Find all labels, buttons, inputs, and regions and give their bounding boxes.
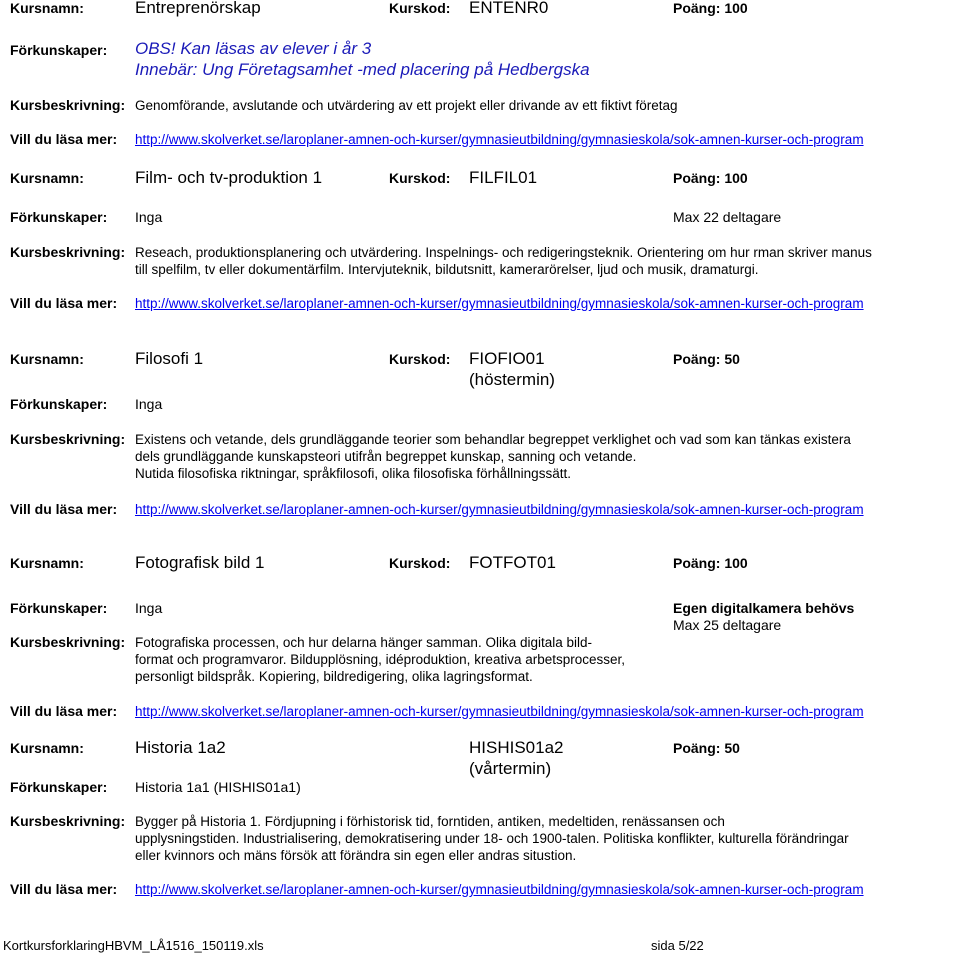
kursbeskrivning-label: Kursbeskrivning:	[10, 97, 126, 113]
footer-filename: KortkursforklaringHBVM_LÅ1516_150119.xls	[3, 938, 264, 953]
course-description	[135, 431, 851, 482]
forkunskaper-label: Förkunskaper:	[10, 779, 108, 795]
course-code: ENTENR0	[469, 0, 549, 17]
vill-du-label: Vill du läsa mer:	[10, 881, 118, 897]
kursnamn-label: Kursnamn:	[10, 555, 84, 571]
skolverket-link[interactable]: http://www.skolverket.se/laroplaner-amnen-och-kurser/gymnasieutbildning/gymnasieskola/sok-amnen-kurser-och-program	[135, 502, 864, 517]
forkunskaper-label: Förkunskaper:	[10, 209, 108, 225]
course-points: Poäng: 50	[673, 351, 740, 367]
course-name: Film- och tv-produktion 1	[135, 168, 323, 187]
skolverket-link[interactable]: http://www.skolverket.se/laroplaner-amnen-och-kurser/gymnasieutbildning/gymnasieskola/sok-amnen-kurser-och-program	[135, 132, 864, 147]
max-participants-note: Max 25 deltagare	[673, 617, 782, 633]
description-line: eller kvinnors och mäns försök att förändra sin egen eller andras situstion.	[135, 848, 577, 863]
description-line: Bygger på Historia 1. Fördjupning i förhistorisk tid, forntiden, antiken, medeltiden, renässansen och	[135, 814, 725, 829]
kursnamn-label: Kursnamn:	[10, 0, 84, 16]
course-code: HISHIS01a2	[469, 738, 564, 757]
course-code: FIOFIO01	[469, 349, 545, 368]
vill-du-label: Vill du läsa mer:	[10, 501, 118, 517]
course-code: FOTFOT01	[469, 553, 556, 572]
kursbeskrivning-label: Kursbeskrivning:	[10, 244, 126, 260]
skolverket-link[interactable]: http://www.skolverket.se/laroplaner-amnen-och-kurser/gymnasieutbildning/gymnasieskola/sok-amnen-kurser-och-program	[135, 882, 864, 897]
course-name: Historia 1a2	[135, 738, 226, 757]
description-line: Nutida filosofiska riktningar, språkfilosofi, olika filosofiska förhållningssätt.	[135, 466, 571, 481]
description-line: dels grundläggande kunskapsteori utifrån begreppet kunskap, sanning och vetande.	[135, 449, 637, 464]
kursbeskrivning-label: Kursbeskrivning:	[10, 431, 126, 447]
kursnamn-label: Kursnamn:	[10, 740, 84, 756]
description-line: upplysningstiden. Industrialisering, demokratisering under 18- och 1900-talen. Politiska konflikter, kulturella förändringar	[135, 831, 849, 846]
prereq-value: Inga	[135, 600, 163, 616]
course-points: Poäng: 100	[673, 555, 748, 571]
kurskod-label: Kurskod:	[389, 555, 451, 571]
forkunskaper-label: Förkunskaper:	[10, 42, 108, 58]
kurskod-label: Kurskod:	[389, 351, 451, 367]
forkunskaper-label: Förkunskaper:	[10, 600, 108, 616]
course-term: (höstermin)	[469, 370, 555, 389]
course-points: Poäng: 100	[673, 170, 748, 186]
skolverket-link[interactable]: http://www.skolverket.se/laroplaner-amnen-och-kurser/gymnasieutbildning/gymnasieskola/sok-amnen-kurser-och-program	[135, 296, 864, 311]
skolverket-link[interactable]: http://www.skolverket.se/laroplaner-amnen-och-kurser/gymnasieutbildning/gymnasieskola/sok-amnen-kurser-och-program	[135, 704, 864, 719]
vill-du-label: Vill du läsa mer:	[10, 295, 118, 311]
description-line: Reseach, produktionsplanering och utvärdering. Inspelnings- och redigeringsteknik. Orientering om hur rman skriver manus	[135, 245, 872, 260]
kursnamn-label: Kursnamn:	[10, 170, 84, 186]
max-participants-note: Max 22 deltagare	[673, 209, 782, 225]
course-term: (vårtermin)	[469, 759, 552, 778]
kursbeskrivning-label: Kursbeskrivning:	[10, 634, 126, 650]
course-description	[135, 244, 872, 278]
description-line: personligt bildspråk. Kopiering, bildredigering, olika lagringsformat.	[135, 669, 533, 684]
course-code: FILFIL01	[469, 168, 538, 187]
course-name: Entreprenörskap	[135, 0, 261, 17]
kursbeskrivning-label: Kursbeskrivning:	[10, 813, 126, 829]
course-name: Filosofi 1	[135, 349, 204, 368]
description-line: format och programvaror. Bildupplösning, idéproduktion, kreativa arbetsprocesser,	[135, 652, 626, 667]
course-points: Poäng: 100	[673, 0, 748, 16]
course-description	[135, 634, 625, 685]
course-description	[135, 97, 678, 114]
description-line: Fotografiska processen, och hur delarna hänger samman. Olika digitala bild-	[135, 635, 592, 650]
description-line: till spelfilm, tv eller dokumentärfilm. Intervjuteknik, bildutsnitt, kamerarörelser, ljud och musik, dramaturgi.	[135, 262, 759, 277]
prereq-note-line-2: Innebär: Ung Företagsamhet -med placering på Hedbergska	[135, 60, 590, 79]
prereq-value: Inga	[135, 396, 163, 412]
camera-required-note: Egen digitalkamera behövs	[673, 600, 855, 616]
vill-du-label: Vill du läsa mer:	[10, 703, 118, 719]
course-points: Poäng: 50	[673, 740, 740, 756]
prereq-value: Inga	[135, 209, 163, 225]
kurskod-label: Kurskod:	[389, 0, 451, 16]
description-line: Existens och vetande, dels grundläggande teorier som behandlar begreppet verklighet och vad som kan tänkas existera	[135, 432, 851, 447]
kursnamn-label: Kursnamn:	[10, 351, 84, 367]
kurskod-label: Kurskod:	[389, 170, 451, 186]
course-name: Fotografisk bild 1	[135, 553, 265, 572]
description-line: Genomförande, avslutande och utvärdering av ett projekt eller drivande av ett fiktivt företag	[135, 98, 678, 113]
footer-page-number: sida 5/22	[651, 938, 704, 953]
prereq-value: Historia 1a1 (HISHIS01a1)	[135, 779, 301, 795]
vill-du-label: Vill du läsa mer:	[10, 131, 118, 147]
course-description	[135, 813, 849, 864]
prereq-note-line-1: OBS! Kan läsas av elever i år 3	[135, 39, 372, 58]
forkunskaper-label: Förkunskaper:	[10, 396, 108, 412]
